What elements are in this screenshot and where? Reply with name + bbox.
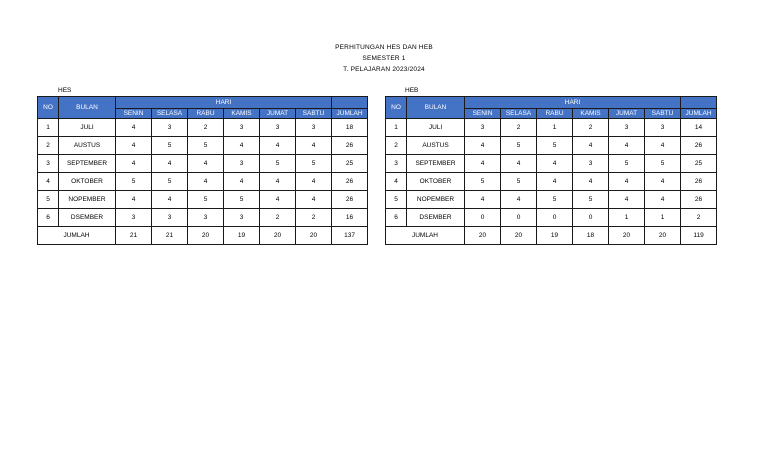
row-no: 5 — [38, 191, 59, 209]
row-bulan: OKTOBER — [407, 173, 465, 191]
table-row — [386, 209, 717, 227]
cell: 3 — [296, 119, 332, 137]
table-row — [38, 173, 368, 191]
cell: 4 — [260, 137, 296, 155]
cell: 5 — [188, 137, 224, 155]
row-bulan: DSEMBER — [59, 209, 116, 227]
total-row — [386, 227, 717, 245]
table-row — [386, 155, 717, 173]
table-row — [386, 137, 717, 155]
table-row — [38, 209, 368, 227]
hari-header: HARI — [465, 97, 681, 109]
heb-label: HEB — [405, 87, 419, 94]
cell: 5 — [501, 173, 537, 191]
cell: 3 — [152, 209, 188, 227]
cell: 3 — [645, 119, 681, 137]
row-bulan: NOPEMBER — [407, 191, 465, 209]
table-row — [38, 119, 368, 137]
cell: 4 — [296, 137, 332, 155]
cell: 3 — [609, 119, 645, 137]
report-semester: SEMESTER 1 — [362, 55, 406, 62]
day-header-rabu: RABU — [188, 109, 224, 119]
cell: 4 — [188, 155, 224, 173]
cell: 0 — [573, 209, 609, 227]
row-bulan: JULI — [59, 119, 116, 137]
total-cell: 20 — [296, 227, 332, 245]
table-row — [386, 119, 717, 137]
row-bulan: SEPTEMBER — [59, 155, 116, 173]
day-header-selasa: SELASA — [501, 109, 537, 119]
cell: 4 — [116, 191, 152, 209]
cell: 4 — [465, 137, 501, 155]
cell: 5 — [224, 191, 260, 209]
cell: 3 — [116, 209, 152, 227]
row-bulan: AUSTUS — [407, 137, 465, 155]
day-header-rabu: RABU — [537, 109, 573, 119]
total-label: JUMLAH — [38, 227, 116, 245]
row-no: 6 — [38, 209, 59, 227]
day-header-kamis: KAMIS — [573, 109, 609, 119]
cell-total: 14 — [681, 119, 717, 137]
no-header: NO — [386, 97, 407, 119]
report-title: PERHITUNGAN HES DAN HEB — [335, 44, 433, 51]
row-no: 1 — [38, 119, 59, 137]
cell: 3 — [573, 155, 609, 173]
total-cell: 20 — [188, 227, 224, 245]
cell: 3 — [224, 209, 260, 227]
cell: 3 — [224, 155, 260, 173]
cell: 0 — [465, 209, 501, 227]
cell: 4 — [188, 173, 224, 191]
hari-header: HARI — [116, 97, 332, 109]
cell: 1 — [609, 209, 645, 227]
cell: 4 — [573, 173, 609, 191]
cell: 5 — [152, 173, 188, 191]
day-header-kamis: KAMIS — [224, 109, 260, 119]
cell: 4 — [645, 173, 681, 191]
cell-total: 26 — [332, 173, 368, 191]
row-bulan: JULI — [407, 119, 465, 137]
cell: 4 — [260, 173, 296, 191]
report-year: T. PELAJARAN 2023/2024 — [343, 66, 425, 73]
cell: 1 — [537, 119, 573, 137]
total-cell: 19 — [537, 227, 573, 245]
cell: 5 — [645, 155, 681, 173]
cell: 4 — [224, 137, 260, 155]
total-cell: 21 — [116, 227, 152, 245]
cell: 3 — [465, 119, 501, 137]
cell: 0 — [501, 209, 537, 227]
cell: 2 — [501, 119, 537, 137]
row-no: 1 — [386, 119, 407, 137]
cell-total: 26 — [332, 191, 368, 209]
cell: 2 — [188, 119, 224, 137]
row-no: 3 — [38, 155, 59, 173]
table-row — [38, 191, 368, 209]
cell: 4 — [465, 155, 501, 173]
heb-table — [385, 96, 717, 245]
cell-total: 26 — [681, 173, 717, 191]
cell: 4 — [116, 119, 152, 137]
cell: 4 — [260, 191, 296, 209]
total-cell: 19 — [224, 227, 260, 245]
row-no: 3 — [386, 155, 407, 173]
cell-total: 26 — [681, 191, 717, 209]
row-bulan: NOPEMBER — [59, 191, 116, 209]
no-header: NO — [38, 97, 59, 119]
cell-total: 26 — [681, 137, 717, 155]
row-no: 2 — [38, 137, 59, 155]
cell: 4 — [116, 137, 152, 155]
cell: 0 — [537, 209, 573, 227]
total-cell: 21 — [152, 227, 188, 245]
cell: 4 — [609, 137, 645, 155]
hes-table — [37, 96, 368, 245]
cell-total: 25 — [332, 155, 368, 173]
total-row — [38, 227, 368, 245]
row-bulan: AUSTUS — [59, 137, 116, 155]
cell: 2 — [260, 209, 296, 227]
cell: 4 — [645, 191, 681, 209]
cell: 4 — [152, 191, 188, 209]
cell: 3 — [188, 209, 224, 227]
total-cell: 20 — [501, 227, 537, 245]
day-header-jumlah: JUMLAH — [681, 109, 717, 119]
cell: 3 — [224, 119, 260, 137]
cell-total: 18 — [332, 119, 368, 137]
cell-total: 26 — [332, 137, 368, 155]
table-row — [386, 173, 717, 191]
row-no: 6 — [386, 209, 407, 227]
cell: 4 — [537, 155, 573, 173]
blank-header — [332, 97, 368, 109]
cell: 5 — [573, 191, 609, 209]
cell-total: 2 — [681, 209, 717, 227]
table-row — [38, 137, 368, 155]
cell-total: 16 — [332, 209, 368, 227]
cell: 3 — [152, 119, 188, 137]
day-header-senin: SENIN — [465, 109, 501, 119]
bulan-header: BULAN — [407, 97, 465, 119]
cell: 4 — [465, 191, 501, 209]
cell: 5 — [609, 155, 645, 173]
total-cell: 20 — [609, 227, 645, 245]
cell: 5 — [465, 173, 501, 191]
cell: 4 — [537, 173, 573, 191]
cell: 4 — [645, 137, 681, 155]
cell: 4 — [296, 191, 332, 209]
day-header-senin: SENIN — [116, 109, 152, 119]
cell: 5 — [296, 155, 332, 173]
grand-total: 119 — [681, 227, 717, 245]
cell: 5 — [260, 155, 296, 173]
cell-total: 25 — [681, 155, 717, 173]
blank-header — [681, 97, 717, 109]
day-header-sabtu: SABTU — [296, 109, 332, 119]
day-header-jumat: JUMAT — [260, 109, 296, 119]
row-no: 4 — [386, 173, 407, 191]
cell: 5 — [537, 137, 573, 155]
cell: 5 — [501, 137, 537, 155]
cell: 5 — [537, 191, 573, 209]
cell: 4 — [573, 137, 609, 155]
day-header-sabtu: SABTU — [645, 109, 681, 119]
row-no: 2 — [386, 137, 407, 155]
row-no: 5 — [386, 191, 407, 209]
total-cell: 18 — [573, 227, 609, 245]
cell: 5 — [116, 173, 152, 191]
row-bulan: OKTOBER — [59, 173, 116, 191]
row-bulan: SEPTEMBER — [407, 155, 465, 173]
day-header-jumat: JUMAT — [609, 109, 645, 119]
cell: 4 — [609, 173, 645, 191]
cell: 4 — [609, 191, 645, 209]
grand-total: 137 — [332, 227, 368, 245]
hes-label: HES — [58, 87, 72, 94]
table-row — [386, 191, 717, 209]
total-cell: 20 — [465, 227, 501, 245]
cell: 4 — [501, 191, 537, 209]
bulan-header: BULAN — [59, 97, 116, 119]
row-bulan: DSEMBER — [407, 209, 465, 227]
cell: 4 — [116, 155, 152, 173]
cell: 1 — [645, 209, 681, 227]
cell: 3 — [260, 119, 296, 137]
day-header-selasa: SELASA — [152, 109, 188, 119]
cell: 2 — [573, 119, 609, 137]
cell: 5 — [188, 191, 224, 209]
cell: 5 — [152, 137, 188, 155]
cell: 2 — [296, 209, 332, 227]
cell: 4 — [224, 173, 260, 191]
cell: 4 — [501, 155, 537, 173]
total-cell: 20 — [645, 227, 681, 245]
day-header-jumlah: JUMLAH — [332, 109, 368, 119]
total-cell: 20 — [260, 227, 296, 245]
row-no: 4 — [38, 173, 59, 191]
cell: 4 — [152, 155, 188, 173]
cell: 4 — [296, 173, 332, 191]
total-label: JUMLAH — [386, 227, 465, 245]
table-row — [38, 155, 368, 173]
